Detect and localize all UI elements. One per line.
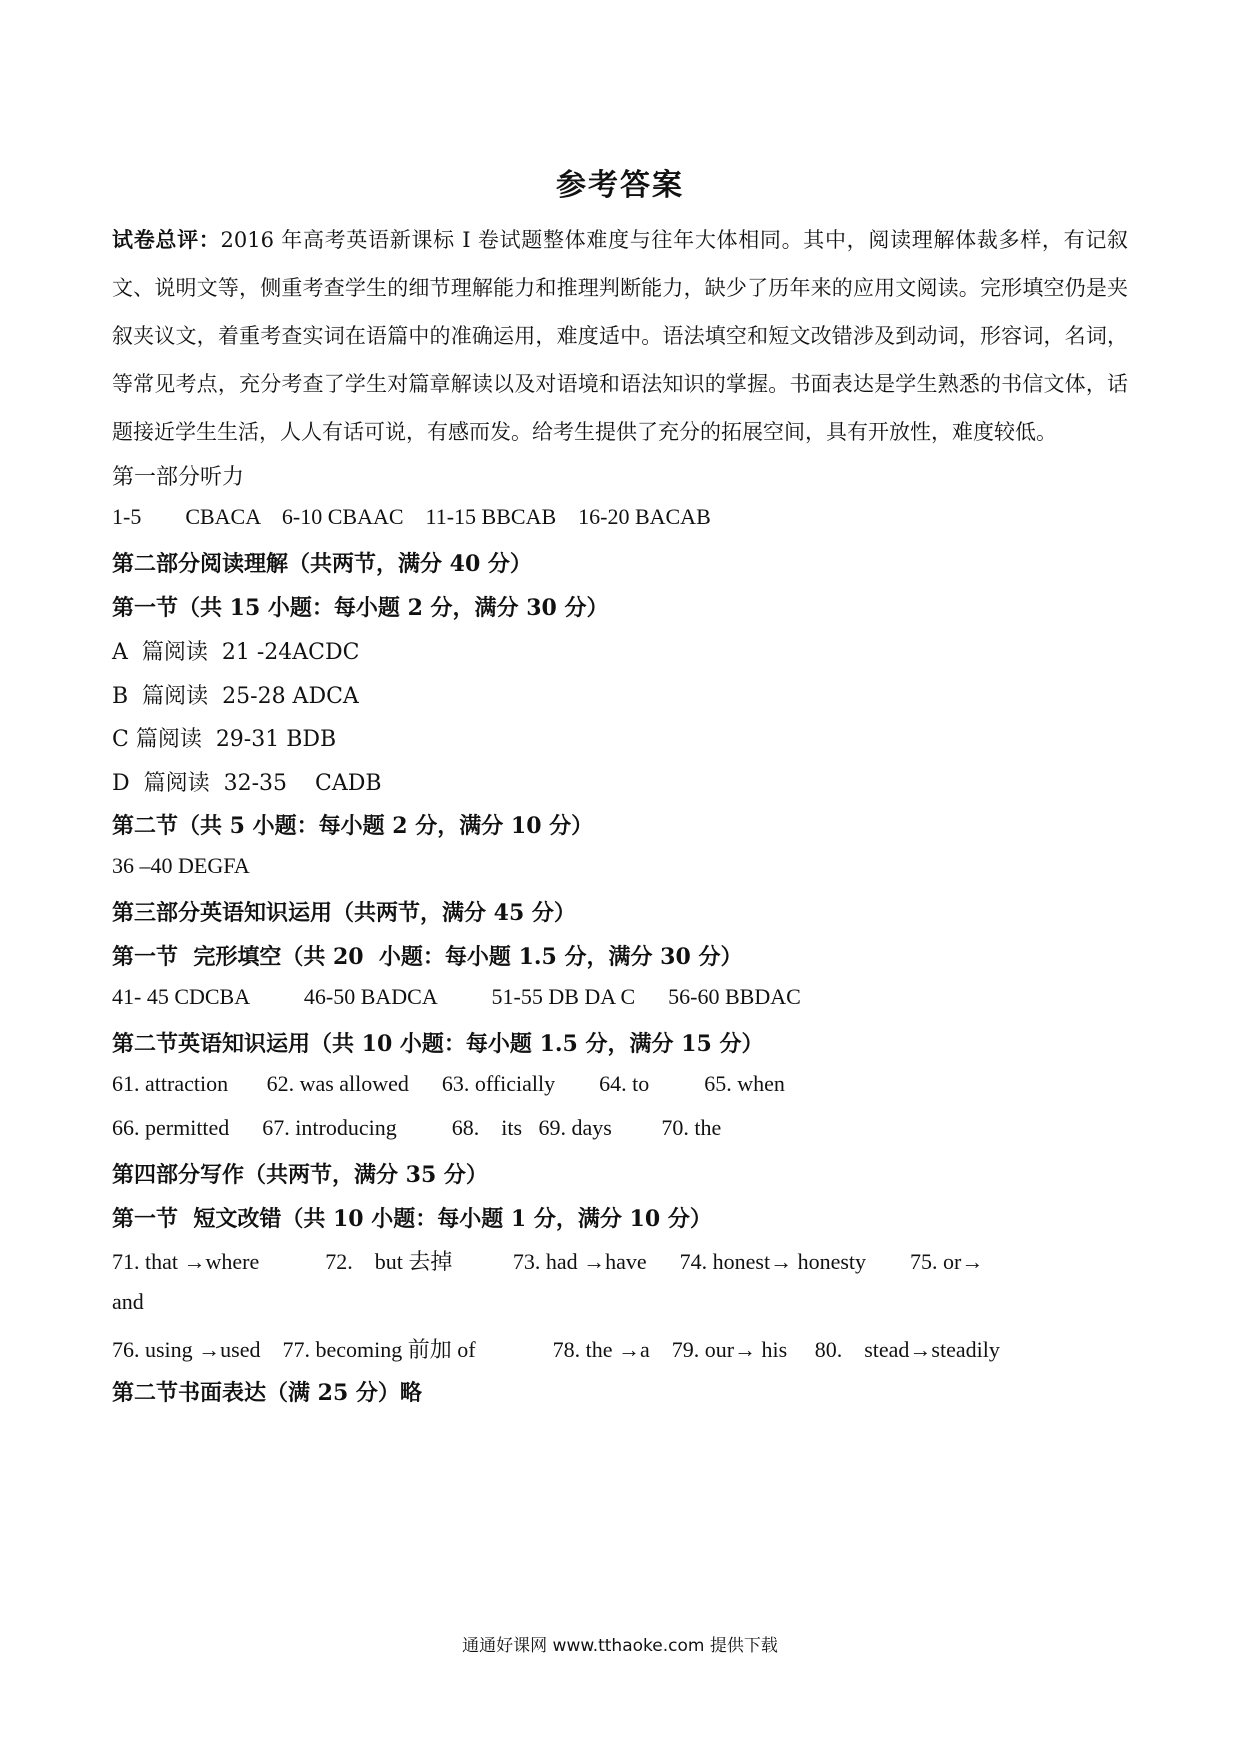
part2-heading: 第二部分阅读理解（共两节，满分 40 分） <box>112 551 532 577</box>
page-title: 参考答案 <box>556 168 684 203</box>
reading-b-answers: B 篇阅读 25-28 ADCA <box>112 684 359 709</box>
reading-c-answers: C 篇阅读 29-31 BDB <box>112 727 337 752</box>
part4-heading: 第四部分写作（共两节，满分 35 分） <box>112 1162 488 1188</box>
part1-answers: 1-5 CBACA 6-10 CBAAC 11-15 BBCAB 16-20 BACAB <box>112 504 711 529</box>
part4-section1-answers-row1-cont: and <box>112 1289 144 1314</box>
part4-section1-answers-row1: 71. that →where 72. but 去掉 73. had →have 74. honest→ honesty 75. or→ <box>112 1249 984 1274</box>
part1-heading: 第一部分听力 <box>112 465 245 490</box>
summary-label: 试卷总评： <box>112 227 221 252</box>
part4-section2-heading: 第二节书面表达（满 25 分）略 <box>112 1380 422 1406</box>
part2-section2-heading: 第二节（共 5 小题：每小题 2 分，满分 10 分） <box>112 813 594 839</box>
part2-section1-heading: 第一节（共 15 小题：每小题 2 分，满分 30 分） <box>112 595 609 621</box>
part4-section1-answers-row2: 76. using →used 77. becoming 前加 of 78. the →a 79. our→ his 80. stead→steadily <box>112 1337 1000 1362</box>
part3-section2-heading: 第二节英语知识运用（共 10 小题：每小题 1.5 分，满分 15 分） <box>112 1031 764 1057</box>
part3-section1-heading: 第一节 完形填空（共 20 小题：每小题 1.5 分，满分 30 分） <box>112 944 743 970</box>
summary-text: 2016 年高考英语新课标 I 卷试题整体难度与往年大体相同。其中，阅读理解体裁多样，有记叙文、说明文等，侧重考查学生的细节理解能力和推理判断能力，缺少了历年来的应用文阅读。完形填空仍是夹叙夹议文，着重考查实词在语篇中的准确运用，难度适中。语法填空和短文改错涉及到动词，形容词，名词，等常见考点，充分考查了学生对篇章解读以及对语境和语法知识的掌握。书面表达是学生熟悉的书信文体，话题接近学生生活，人人有话可说，有感而发。给考生提供了充分的拓展空间，具有开放性，难度较低。 <box>112 228 1129 444</box>
part3-section2-answers-row1: 61. attraction 62. was allowed 63. officially 64. to 65. when <box>112 1071 785 1096</box>
exam-summary <box>112 216 1128 456</box>
part4-section1-heading: 第一节 短文改错（共 10 小题：每小题 1 分，满分 10 分） <box>112 1206 712 1232</box>
part3-section1-answers: 41- 45 CDCBA 46-50 BADCA 51-55 DB DA C 56-60 BBDAC <box>112 984 801 1009</box>
footer-credit: 通通好课网 www.tthaoke.com 提供下载 <box>462 1636 778 1656</box>
part3-section2-answers-row2: 66. permitted 67. introducing 68. its 69. days 70. the <box>112 1115 722 1140</box>
reading-d-answers: D 篇阅读 32-35 CADB <box>112 771 382 796</box>
part2-section2-answers: 36 –40 DEGFA <box>112 853 250 878</box>
part3-heading: 第三部分英语知识运用（共两节，满分 45 分） <box>112 900 576 926</box>
reading-a-answers: A 篇阅读 21 -24ACDC <box>112 640 360 665</box>
